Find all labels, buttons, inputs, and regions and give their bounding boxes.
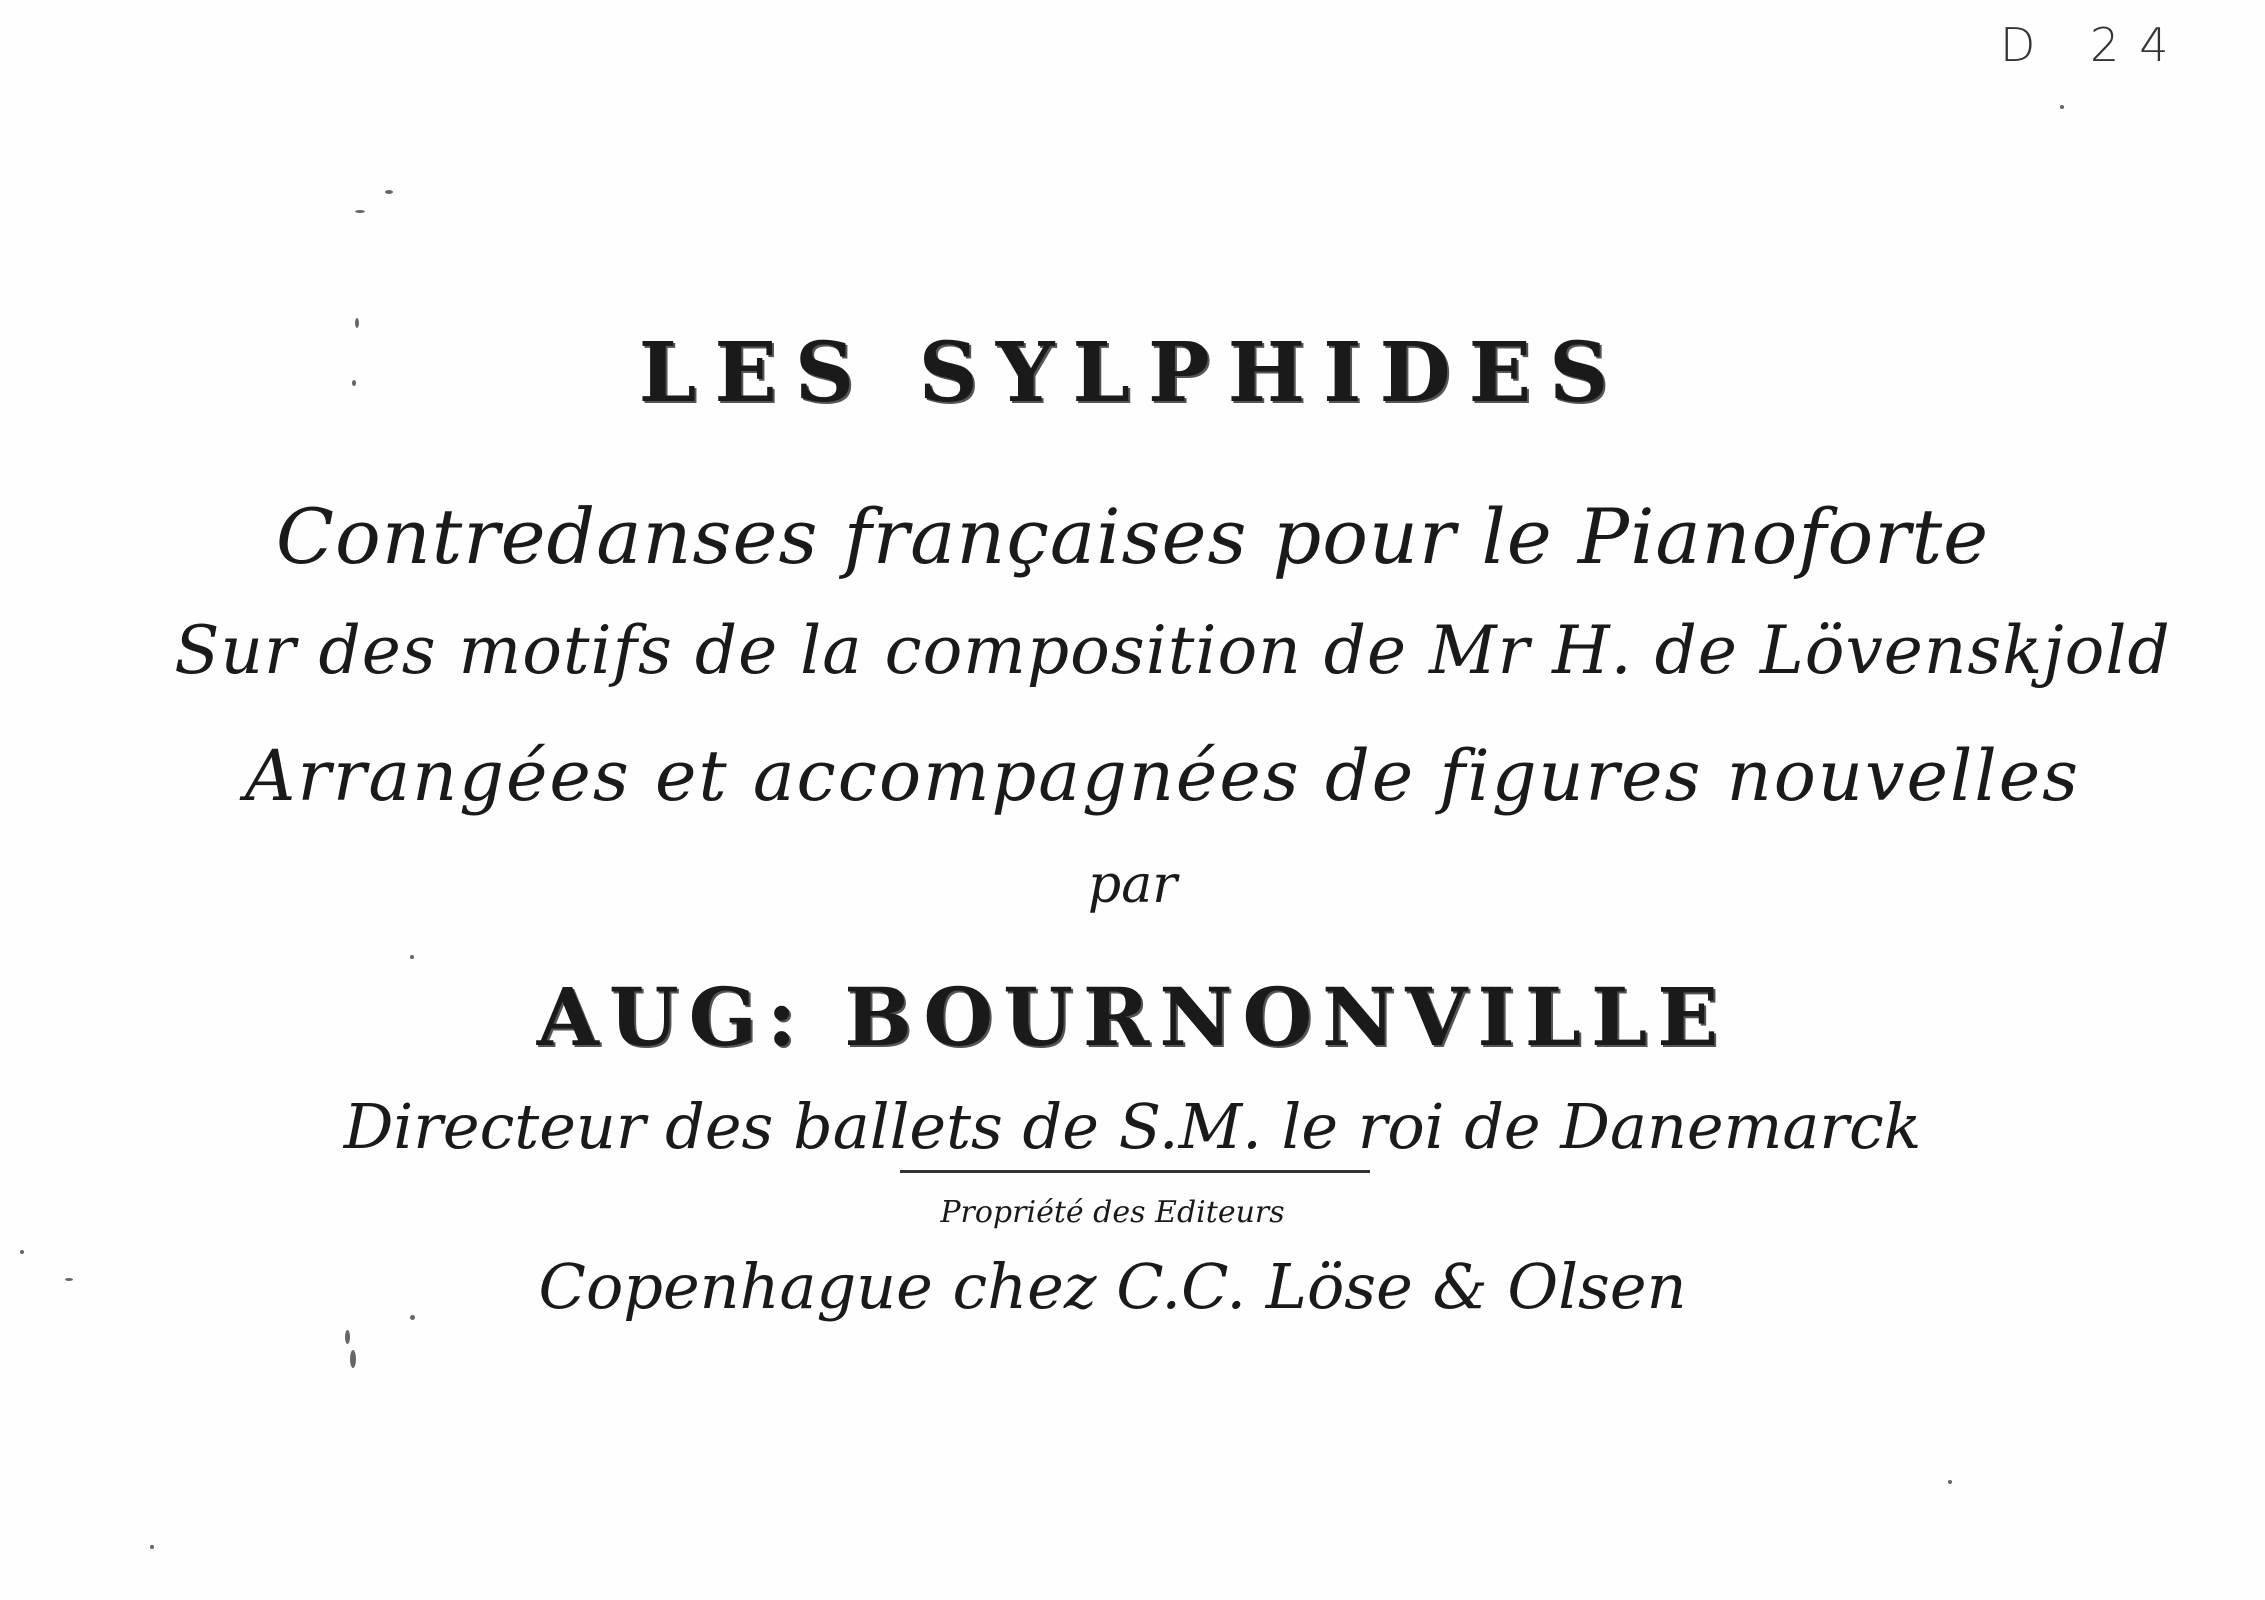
scan-speck — [410, 955, 414, 959]
publisher-line: Copenhague chez C.C. Löse & Olsen — [538, 1250, 1687, 1323]
shelfmark: D 24 — [2000, 18, 2189, 72]
author-title: Directeur des ballets de S.M. le roi de Danemarck — [343, 1090, 1922, 1163]
scan-speck — [65, 1278, 73, 1281]
property-note: Propriété des Editeurs — [940, 1195, 1285, 1230]
scan-speck — [355, 210, 365, 213]
by-word: par — [1087, 855, 1178, 915]
author-name: AUG: BOURNONVILLE — [536, 970, 1729, 1064]
work-title: LES SYLPHIDES — [638, 325, 1627, 421]
scan-speck — [350, 1350, 356, 1368]
scan-speck — [352, 380, 356, 386]
subtitle-line-1: Contredanses françaises pour le Pianoforte — [275, 492, 1990, 581]
scan-speck — [150, 1545, 154, 1549]
divider-rule — [900, 1170, 1370, 1173]
subtitle-line-3: Arrangées et accompagnées de figures nouvelles — [244, 735, 2081, 817]
subtitle-line-2: Sur des motifs de la composition de Mr H. de Lövenskjold — [174, 612, 2171, 689]
scan-speck — [355, 318, 359, 328]
scan-speck — [410, 1315, 415, 1320]
scan-speck — [385, 190, 393, 194]
scan-speck — [2060, 105, 2064, 109]
scan-speck — [1948, 1480, 1952, 1484]
scan-speck — [345, 1330, 350, 1344]
scan-speck — [20, 1250, 24, 1254]
